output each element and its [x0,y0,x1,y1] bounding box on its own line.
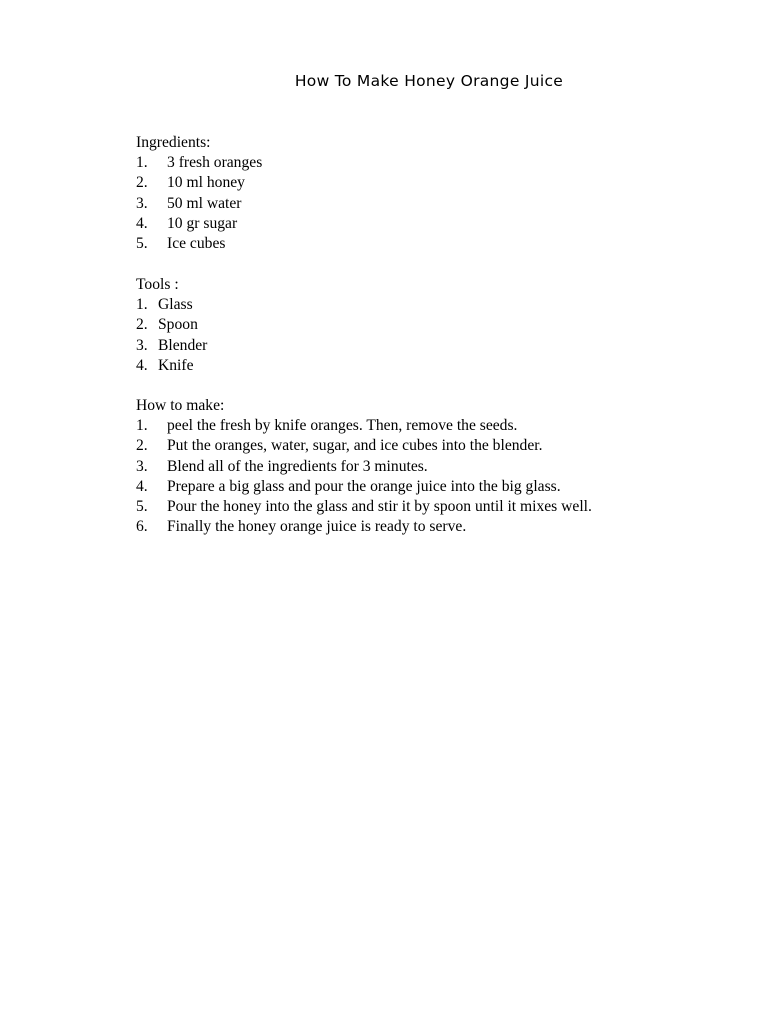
tools-list [136,295,208,376]
step-item [136,477,561,497]
ingredient-text: 10 gr sugar [167,214,238,232]
list-number: 3. [136,457,148,475]
list-number: 2. [136,316,148,334]
ingredient-item [136,214,238,234]
ingredient-item [136,194,242,214]
list-number: 4. [136,214,148,232]
tools-heading: Tools : [136,276,179,293]
tool-text: Spoon [158,316,198,334]
step-text: Blend all of the ingredients for 3 minutes. [167,457,428,475]
tool-item [136,295,193,315]
how-to-make-heading: How to make: [136,397,225,414]
step-item [136,416,518,436]
ingredients-section [136,133,263,254]
tool-text: Blender [158,336,208,354]
list-number: 5. [136,234,148,252]
list-number: 1. [136,154,148,172]
list-number: 4. [136,477,148,495]
list-number: 3. [136,336,148,354]
ingredient-text: 3 fresh oranges [167,154,263,172]
list-number: 2. [136,437,148,455]
tool-text: Glass [158,296,193,314]
list-number: 1. [136,417,148,435]
ingredient-item [136,153,263,173]
ingredient-item [136,173,245,193]
document-title: How To Make Honey Orange Juice [294,72,564,90]
ingredient-text: Ice cubes [167,234,226,252]
step-item [136,436,543,456]
ingredient-item [136,234,226,254]
ingredient-text: 50 ml water [167,194,242,212]
ingredients-list [136,153,263,254]
list-number: 1. [136,296,148,314]
tool-item [136,315,198,335]
ingredients-heading: Ingredients: [136,134,211,151]
ingredient-text: 10 ml honey [167,174,245,192]
step-text: Pour the honey into the glass and stir it by spoon until it mixes well. [167,497,592,515]
step-item [136,497,592,517]
list-number: 4. [136,356,148,374]
list-number: 3. [136,194,148,212]
step-item [136,457,428,477]
list-number: 2. [136,174,148,192]
tool-item [136,336,208,356]
tool-item [136,356,194,376]
how-to-make-section [136,396,592,537]
steps-list [136,416,592,537]
step-text: Finally the honey orange juice is ready to serve. [167,518,467,536]
tool-text: Knife [158,356,194,374]
step-text: peel the fresh by knife oranges. Then, remove the seeds. [167,417,518,435]
list-number: 5. [136,497,148,515]
step-text: Put the oranges, water, sugar, and ice cubes into the blender. [167,437,543,455]
list-number: 6. [136,518,148,536]
step-item [136,517,467,537]
tools-section [136,275,208,376]
step-text: Prepare a big glass and pour the orange juice into the big glass. [167,477,561,495]
